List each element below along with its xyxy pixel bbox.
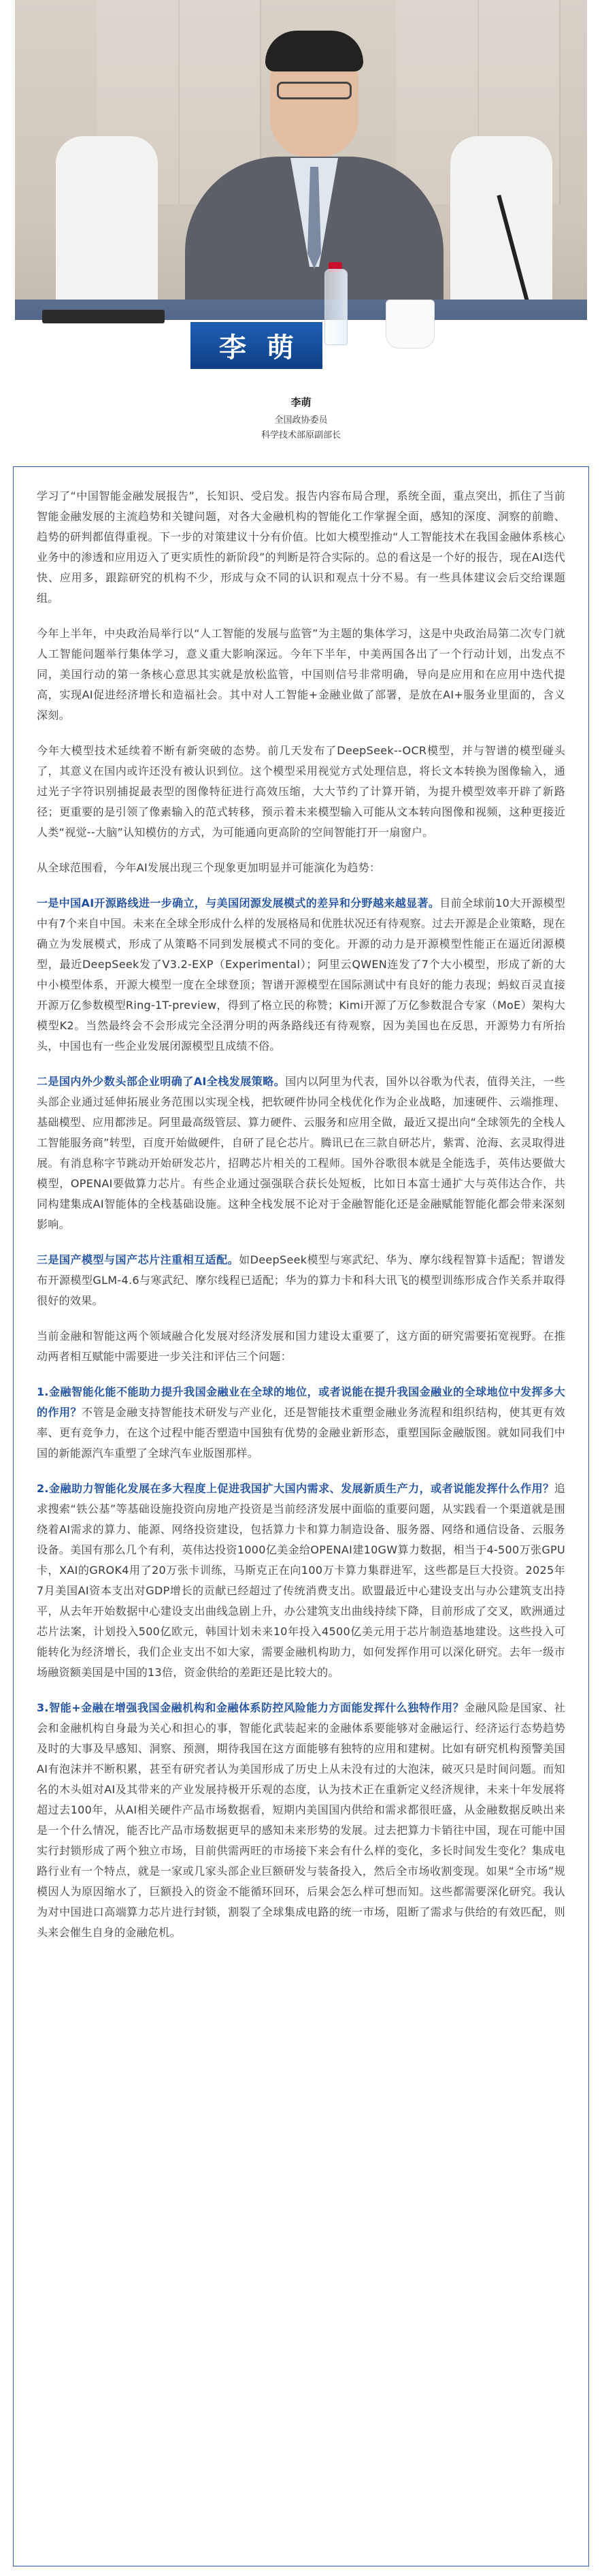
paragraph <box>37 486 565 609</box>
chair <box>56 136 158 313</box>
nameplate: 李萌 <box>188 320 324 371</box>
paragraph-text: 国内以阿里为代表，国外以谷歌为代表，值得关注，一些头部企业通过延伸拓展业务范围以实现全栈，把软硬件协同全栈优化作为企业战略，加速硬件、云端推理、基础模型、应用都涉足。阿里最高级管层、算力硬件、云服务和应用全做，最近又提出向“全球领先的全栈人工智能服务商”转型，百度开始做硬件，自研了昆仑芯片。腾讯已在三款自研芯片，紫霄、沧海、玄灵取得进展。有消息称字节跳动开始研发芯片，招聘芯片相关的工程师。国外谷歌很本就是全能选手，英伟达要做大模型，OPENAI要做算力芯片。有些企业通过强强联合获长处短板，比如日本富士通扩大与英伟达合作，共同构建集成AI智能体的全栈基础设施。这种全栈发展不论对于金融智能化还是金融赋能智能化都会带来深刻影响。 <box>37 1075 565 1231</box>
paragraph <box>37 1479 565 1683</box>
paragraph <box>37 1698 565 1943</box>
paragraph-lead: 一是中国AI开源路线进一步确立，与美国闭源发展模式的差异和分野越来越显著。 <box>37 897 440 909</box>
paragraph-lead: 3.智能+金融在增强我国金融机构和金融体系防控风险能力方面能发挥什么独特作用？ <box>37 1701 465 1714</box>
paragraph-lead: 1.金融智能化能不能助力提升我国金融业在全球的地位，或者说能在提升我国金融业的全球地位中发挥多大的作用？ <box>37 1385 565 1419</box>
caption-title-line-1: 全国政协委员 <box>274 415 328 425</box>
tea-cup <box>386 300 435 349</box>
paragraph <box>37 1326 565 1367</box>
speaker-hair <box>265 31 363 71</box>
caption-name: 李萌 <box>290 396 312 408</box>
speaker-photo <box>15 0 587 378</box>
paragraph-lead: 2.金融助力智能化发展在多大程度上促进我国扩大国内需求、发展新质生产力，或者说能发挥什么作用？ <box>37 1482 554 1495</box>
paragraph <box>37 1250 565 1311</box>
paragraph <box>37 1382 565 1464</box>
paragraph-text: 学习了“中国智能金融发展报告”，长知识、受启发。报告内容布局合理，系统全面，重点突出，抓住了当前智能金融发展的主流趋势和关键问题，对各大金融机构的智能化工作掌握全面，感知的深度、洞察的前瞻、趋势的研判都值得重视。下一步的对策建议十分有价值。比如大模型推动“人工智能技术在我国金融体系核心业务中的渗透和应用迈入了更实质性的新阶段”的判断是符合实际的。总的看这是一个好的报告，现在AI迭代快、应用多，跟踪研究的机构不少，形成与众不同的认识和观点十分不易。有一些具体建议会后交给课题组。 <box>37 489 565 605</box>
paragraph-lead: 二是国内外少数头部企业明确了AI全栈发展策略。 <box>37 1075 286 1088</box>
paragraph <box>37 858 565 878</box>
paragraph <box>37 893 565 1057</box>
paragraph-text: 今年上半年，中央政治局举行以“人工智能的发展与监管”为主题的集体学习，这是中央政治局第二次专门就人工智能问题举行集体学习，意义重大影响深远。今年下半年，中美两国各出了一个行动计划，出发点不同，美国行动的第一条核心意思其实就是放松监管，中国则信号非常明确，导向是应用和在应用中迭代提高，实现AI促进经济增长和造福社会。其中对人工智能+金融业做了部署，是放在AI+服务业里面的，含义深刻。 <box>37 627 565 722</box>
speaker-glasses <box>277 82 352 99</box>
paragraph-text: 从全球范围看，今年AI发展出现三个现象更加明显并可能演化为趋势： <box>37 861 381 874</box>
paragraph-text: 追求搜索“铁公基”等基础设施投资向房地产投资是当前经济发展中面临的重要问题，从实践看一个渠道就是围绕着AI需求的算力、能源、网络投资建设，包括算力卡和算力制造设备、服务器、网络和通信设备、云服务设备。美国有那么几个有利，英伟达投资1000亿美金给OPENAI建10GW算力数据，相当于4-500万张GPU卡，XAI的GROK4用了20万张卡训练，马斯克正在向100万卡算力集群进军，这些都是巨大投资。2025年7月美国AI资本支出对GDP增长的贡献已经超过了传统消费支出。欧盟最近中心建设支出与办公建筑支出持平，从去年开始数据中心建设支出曲线急剧上升，办公建筑支出曲线持续下降，目前形成了交叉，欧洲通过芯片法案，计划投入500亿欧元，韩国计划未来10年投入4500亿美元用于芯片制造基地建设。这些投入可能转化为经济增长，我们企业支出不如大家，需要金融机构助力，如何发挥作用可以深化研究。去年一级市场融资额美国是中国的13倍，资金供给的差距还是比较大的。 <box>37 1482 565 1679</box>
paragraph-text: 不管是金融支持智能技术研发与产业化，还是智能技术重塑金融业务流程和组织结构，使其更有效率、更有竞争力，在这个过程中能否塑造中国独有优势的金融业新形态，重塑国际金融版图。就如同我们中国的新能源汽车重塑了全球汽车业版图那样。 <box>37 1406 566 1460</box>
article-body <box>13 466 589 2566</box>
laptop <box>42 310 165 323</box>
paragraph-text: 金融风险是国家、社会和金融机构自身最为关心和担心的事，智能化武装起来的金融体系要能够对金融运行、经济运行态势趋势及时的大事及早感知、洞察、预测，期待我国在这方面能够有独特的应用和建树。比如有研究机构预警美国AI有泡沫并不断积累，甚至有研究者认为美国形成了历史上从未没有过的大泡沫，破灭只是时间问题。而知名的木头姐对AI及其带来的产业发展持极开乐观的态度，认为技术正在重新定义经济规律，未来十年发展将超过去100年，从AI相关硬件产品市场数据看，短期内美国国内供给和需求都很旺盛，从金融数据反映出来是一个什么情况，能否比产品市场数据更早的感知未来形势的发展。过去把算力卡销往中国，现在可能中国实行封锁形成了两个独立市场，目前供需两旺的市场接下来会有什么样的变化，多长时间发生变化？集成电路行业有一个特点，就是一家或几家头部企业巨额研发与装备投入，然后全市场收割变现。如果“全市场”规模因人为原因缩水了，巨额投入的资金不能循环回环，后果会怎么样可想而知。这些都需要深化研究。我认为对中国进口高端算力芯片进行封锁，割裂了全球集成电路的统一市场，阻断了需求与供给的有效匹配，则头来会催生自身的金融危机。 <box>37 1701 566 1939</box>
water-bottle <box>324 269 348 345</box>
paragraph-text: 今年大模型技术延续着不断有新突破的态势。前几天发布了DeepSeek--OCR模型，并与智谱的模型碰头了，其意义在国内或许还没有被认识到位。这个模型采用视觉方式处理信息，将长文本转换为图像输入，通过光子字符识别捕捉最表型的图像特征进行高效压缩，大大节约了计算开销，为提升模型效率开辟了新路径；更重要的是引领了像素输入的范式转移，预示着未来模型输入可能从文本转向图像和视频，这种更接近人类“视觉--大脑”认知模仿的方式，为可能通向更高阶的空间智能打开一扇窗户。 <box>37 744 565 839</box>
caption-title-line-2: 科学技术部原副部长 <box>261 430 341 440</box>
chair <box>450 136 552 313</box>
paragraph <box>37 741 565 843</box>
paragraph <box>37 1072 565 1235</box>
paragraph <box>37 624 565 726</box>
paragraph-text: 如DeepSeek模型与寒武纪、华为、摩尔线程智算卡适配；智谱发布开源模型GLM-4.6与寒武纪、摩尔线程已适配；华为的算力卡和科大讯飞的模型训练形成合作关系并取得很好的效果。 <box>37 1253 565 1307</box>
paragraph-text: 当前金融和智能这两个领域融合化发展对经济发展和国力建设太重要了，这方面的研究需要拓宽视野。在推动两者相互赋能中需要进一步关注和评估三个问题： <box>37 1330 565 1363</box>
paragraph-text: 目前全球前10大开源模型中有7个来自中国。未来在全球全形成什么样的发展格局和优胜状况还有待观察。过去开源是企业策略，现在确立为发展模式，形成了从策略不同到发展模式不同的变化。开源的动力是开源模型性能正在逼近闭源模型，最近DeepSeek发了V3.2-EXP（Experimental）；阿里云QWEN连发了7个大小模型，形成了新的大中小模型体系，开源大模型一度在全球登顶；智谱开源模型在国际测试中有良好的能力表现；蚂蚁百灵直接开源万亿参数模型Ring-1T-preview，得到了格立民的称赞；Kimi开源了万亿参数混合专家（MoE）架构大模型K2。当然最终会不会形成完全泾渭分明的两条路线还有待观察，因为美国也在反思，开源势力有所抬头，中国也有一些企业发展闭源模型且成绩不俗。 <box>37 897 565 1052</box>
paragraph-lead: 三是国产模型与国产芯片注重相互适配。 <box>37 1253 239 1266</box>
